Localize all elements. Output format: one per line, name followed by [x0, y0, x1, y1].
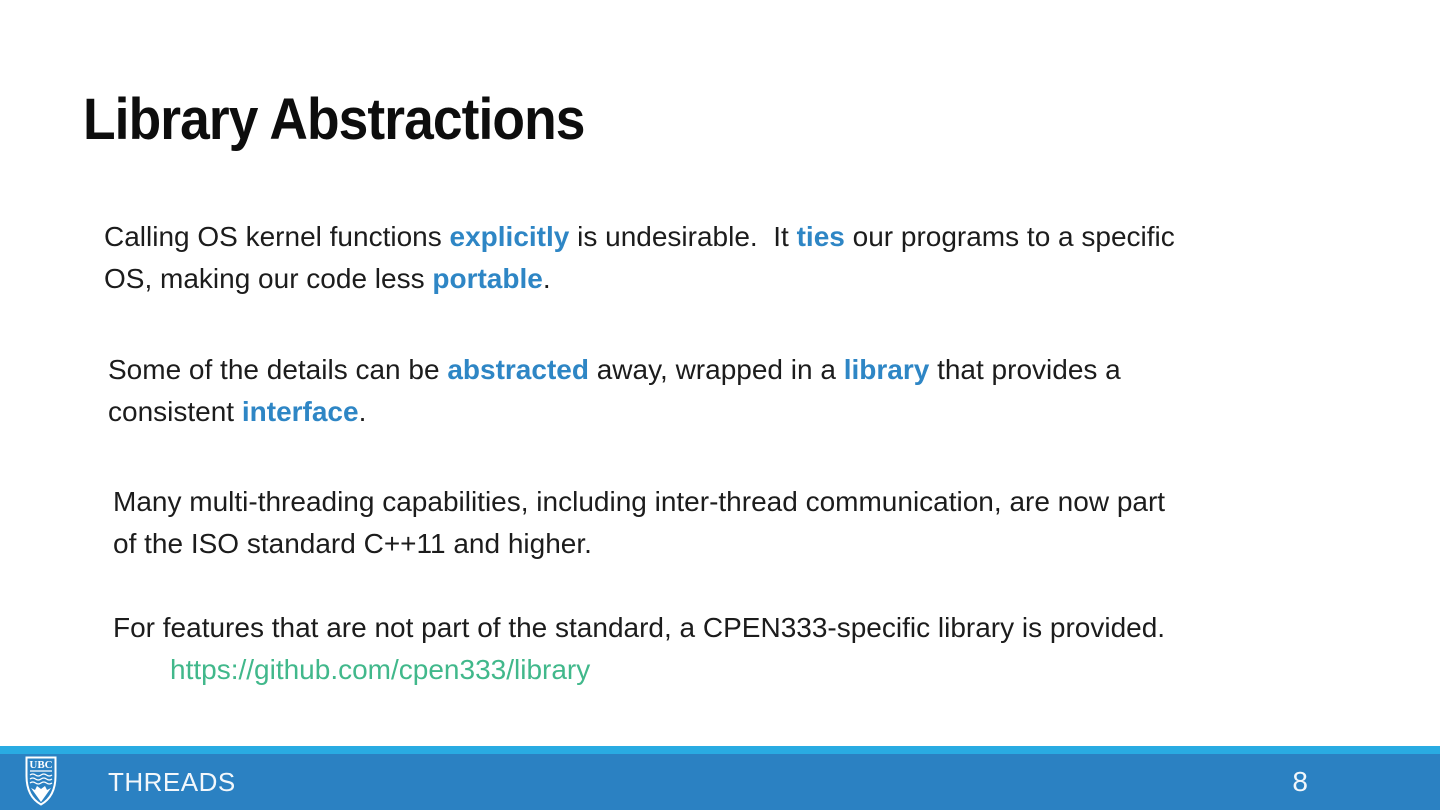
body-paragraph-4: [113, 607, 1165, 691]
text-run: For features that are not part of the standard, a CPEN333-specific library is provided.: [113, 612, 1166, 643]
accent-text: library: [843, 354, 930, 385]
text-run: is undesirable. It: [569, 221, 797, 252]
text-line: [113, 649, 1165, 691]
text-run: consistent: [108, 396, 242, 427]
accent-text: portable: [432, 263, 543, 294]
text-line: [113, 523, 1165, 565]
accent-text: explicitly: [449, 221, 570, 252]
footer-accent-stripe: [0, 746, 1440, 754]
page-number: 8: [1292, 766, 1308, 797]
ubc-shield-logo: [25, 756, 57, 806]
body-paragraph-1: [104, 216, 1175, 300]
text-run: .: [542, 263, 551, 294]
text-run: Some of the details can be: [108, 354, 448, 385]
body-paragraph-3: [113, 481, 1165, 565]
text-line: [108, 349, 1121, 391]
text-run: Calling OS kernel functions: [104, 221, 450, 252]
text-run: .: [358, 396, 367, 427]
body-paragraph-2: [108, 349, 1121, 433]
accent-text: ties: [796, 221, 845, 252]
text-line: [113, 481, 1165, 523]
ubc-logo-text: UBC: [29, 759, 53, 771]
slide-title: Library Abstractions: [83, 87, 585, 152]
accent-text: interface: [241, 396, 359, 427]
text-run: Many multi-threading capabilities, including inter-thread communication, are now part: [113, 486, 1166, 517]
text-run: away, wrapped in a: [588, 354, 844, 385]
footer-section-label: THREADS: [108, 766, 236, 797]
accent-text: abstracted: [447, 354, 589, 385]
github-library-link[interactable]: https://github.com/cpen333/library: [170, 654, 591, 685]
text-run: our programs to a specific: [844, 221, 1175, 252]
text-line: [104, 258, 1175, 300]
text-line: [113, 607, 1165, 649]
text-run: of the ISO standard C++11 and higher.: [113, 528, 592, 559]
text-line: [108, 391, 1121, 433]
text-line: [104, 216, 1175, 258]
text-run: that provides a: [929, 354, 1121, 385]
text-run: OS, making our code less: [104, 263, 433, 294]
